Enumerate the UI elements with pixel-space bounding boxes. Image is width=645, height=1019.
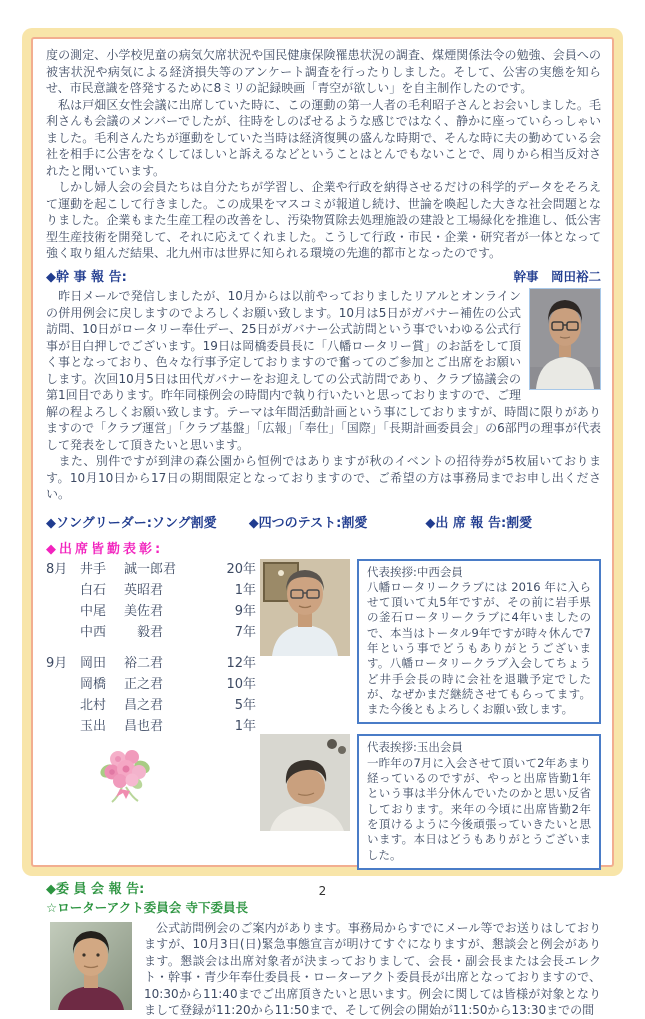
committee-report-body	[46, 920, 601, 1019]
member-years: 1年	[234, 718, 256, 734]
newsletter-page-frame	[22, 28, 623, 1018]
member-years: 5年	[234, 697, 256, 713]
greeting-box-tamade	[357, 734, 601, 869]
greeting-title: 代表挨拶:中西会員	[367, 564, 463, 579]
greeting-body: 一昨年の7月に入会させて頂いて2年あまり経っているのですが、やっと出席皆勤1年という事は半分休んでいたのかと思い反省しております。来年の今頃に出席皆勤2年を頂けるように今後頑張っていきたいと思います。本日はどうもありがとうございました。	[367, 755, 591, 862]
member-years: 12年	[226, 655, 256, 671]
member-years: 20年	[226, 561, 256, 577]
member-last-name: 玉出	[80, 718, 107, 734]
committee-report-heading: ◆委 員 会 報 告:	[46, 881, 145, 897]
four-way-test-note: ◆四つのテスト:割愛	[248, 515, 368, 531]
member-years: 9年	[234, 603, 256, 619]
terashita-portrait-illustration	[50, 922, 132, 1010]
tamade-portrait-photo	[260, 734, 350, 831]
member-first-name: 昌也君	[124, 718, 164, 734]
member-first-name: 英昭君	[124, 582, 164, 598]
intro-paragraph-3: しかし婦人会の会員たちは自分たちが学習し、企業や行政を納得させるだけの科学的データをそろえて運動を起こして行きました。この成果をマスコミが報道し続け、世論を喚起した大きな社会問題となりました。企業もまた生産工程の改善をし、汚染物質除去処理施設の建設と工場緑化を推進し、低公害型生産技術を開発して、それに応えてくれました。こうして行政・市民・企業・研究者が一体となって強く取り組んだ結果、北九州市は世界に知られる環境の先進的都市となったのです。	[46, 180, 601, 260]
inline-reports-line	[46, 516, 601, 533]
attendance-august-group	[46, 559, 260, 643]
attendance-report-note: ◆出 席 報 告:割愛	[425, 515, 533, 531]
member-last-name: 岡田	[80, 655, 107, 671]
greeting-body: 八幡ロータリークラブには 2016 年に入らせて頂いて丸5年ですが、その前に岩手県の釜石ロータリークラブに4年いましたので、本当はトータル9年ですが時々休んで7年という事でどうもありがとうございます。八幡ロータリークラブ入会してちょうど井手会長の時に会社を退職予定でしたが、なぜかまだ継続させてもらってます。また今後ともよろしくお願い致します。	[367, 579, 591, 717]
committee-report-section	[46, 882, 601, 1019]
member-first-name: 昌之君	[124, 697, 164, 713]
member-first-name: 毅君	[124, 624, 164, 640]
greeting-title: 代表挨拶:玉出会員	[367, 740, 463, 755]
member-first-name: 美佐君	[124, 603, 164, 619]
member-years: 10年	[226, 676, 256, 692]
greeting-box-nakanishi	[357, 559, 601, 725]
member-first-name: 正之君	[124, 676, 164, 692]
member-years: 7年	[234, 624, 256, 640]
member-last-name: 中尾	[80, 603, 107, 619]
member-last-name: 中西	[80, 624, 107, 640]
flower-bouquet-icon	[92, 745, 156, 805]
attendance-september-group	[46, 653, 260, 737]
page-number: 2	[318, 884, 327, 898]
secretary-byline: 幹事 岡田裕二	[513, 268, 601, 284]
attendance-award-list	[46, 559, 260, 880]
month-label: 9月	[46, 655, 68, 671]
member-last-name: 井手	[80, 561, 107, 577]
month-label: 8月	[46, 561, 68, 577]
member-last-name: 岡橋	[80, 676, 107, 692]
nakanishi-portrait-photo	[260, 559, 350, 656]
attendance-award-heading: ◆出席皆勤表彰:	[46, 542, 164, 557]
nakanishi-portrait-illustration	[260, 559, 350, 656]
intro-paragraph-2: 私は戸畑区女性会議に出席していた時に、この運動の第一人者の毛利昭子さんとお会いしました。毛利さんも会議のメンバーでしたが、往時をしのばせるような感じではなく、静かに座っていらっしゃいました。毛利さんたちが運動をしていた当時は経済復興の盛んな時期で、そんな時に夫の勤めている会社を相手に公害をなくしてほしいと訴えるなどということはとんでもないことで、周りから相当反対されたと聞いています。	[46, 97, 601, 178]
secretary-report-heading: ◆幹 事 報 告:	[46, 269, 127, 285]
secretary-paragraph-2: また、別件ですが到津の森公園から恒例ではありますが秋のイベントの招待券が5枚届いております。10月10日から17日の期間限定となっておりますので、ご希望の方は事務局までお申し出ください。	[46, 454, 601, 501]
secretary-report-header	[46, 269, 601, 287]
member-last-name: 北村	[80, 697, 107, 713]
terashita-portrait-photo	[50, 922, 132, 1010]
greeting-row-tamade	[260, 734, 601, 869]
rotaract-committee-subheading: ☆ローターアクト委員会 寺下委員長	[46, 900, 249, 916]
secretary-paragraph-1: 昨日メールで発信しましたが、10月からは以前やっておりましたリアルとオンラインの併用例会に戻しますのでよろしくお願い致します。10月は5日がガバナー補佐の公式訪問、10日がロータリー奉仕デー、25日がガバナー公式訪問という事でいわゆる公式行事が目白押しでございます。19日は岡橋委員長に「八幡ロータリー賞」のお話をして頂く事となっており、色々な行事予定しておりますので奮ってのご参加とご出席をお願いします。次回10月5日は田代ガバナーをお迎えしての公式訪問であり、クラブ協議会の第1回目であります。昨年同様例会の時間内で執り行いたいと思っておりますので、ご理解の程よろしくお願い致します。テーマは年間活動計画という事にしておりますが、時間に限りがありますので「クラブ運営」「クラブ基盤」「広報」「奉仕」「国際」「長期計画委員会」の6部門の理事が代表して発表をして頂きたいと思います。	[46, 289, 601, 452]
newsletter-page-content	[31, 37, 614, 1018]
greeting-row-nakanishi	[260, 559, 601, 725]
member-last-name: 白石	[80, 582, 107, 598]
member-first-name: 裕二君	[124, 655, 164, 671]
greeting-boxes-column	[260, 559, 601, 880]
okada-portrait-photo	[529, 288, 601, 390]
song-leader-note: ◆ソングリーダー:ソング割愛	[46, 515, 217, 531]
intro-paragraph-1: 度の測定、小学校児童の病気欠席状況や国民健康保険罹患状況の調査、煤煙関係法令の勉強、会員への被害状況や病気による経済損失等のアンケート調査を行ったりしました。そして、公害の実態を知らせ、市民意識を啓発するために8ミリの記録映画「青空が欲しい」を自主制作したのです。	[46, 48, 601, 95]
committee-report-text: 公式訪問例会のご案内があります。事務局からすでにメール等でお送りはしておりますが、10月3日(日)緊急事態宣言が明けてすぐになりますが、懇談会と例会があります。懇談会は出席対象者が決まっておりまして、会長・副会長または会長エレクト・幹事・青少年奉仕委員長・ローターアクト委員長が出席となっておりますので、10:30から11:40までご出席頂きたいと思います。例会に関しては皆様が対象となりまして登録が11:20から11:50まで、そして例会の開始が11:50から13:30までの間	[144, 920, 601, 1018]
member-first-name: 誠一郎君	[124, 561, 177, 577]
attendance-award-section	[46, 559, 601, 880]
tamade-portrait-illustration	[260, 734, 350, 831]
member-years: 1年	[234, 582, 256, 598]
okada-portrait-illustration	[530, 289, 600, 389]
secretary-report-body	[46, 288, 601, 503]
